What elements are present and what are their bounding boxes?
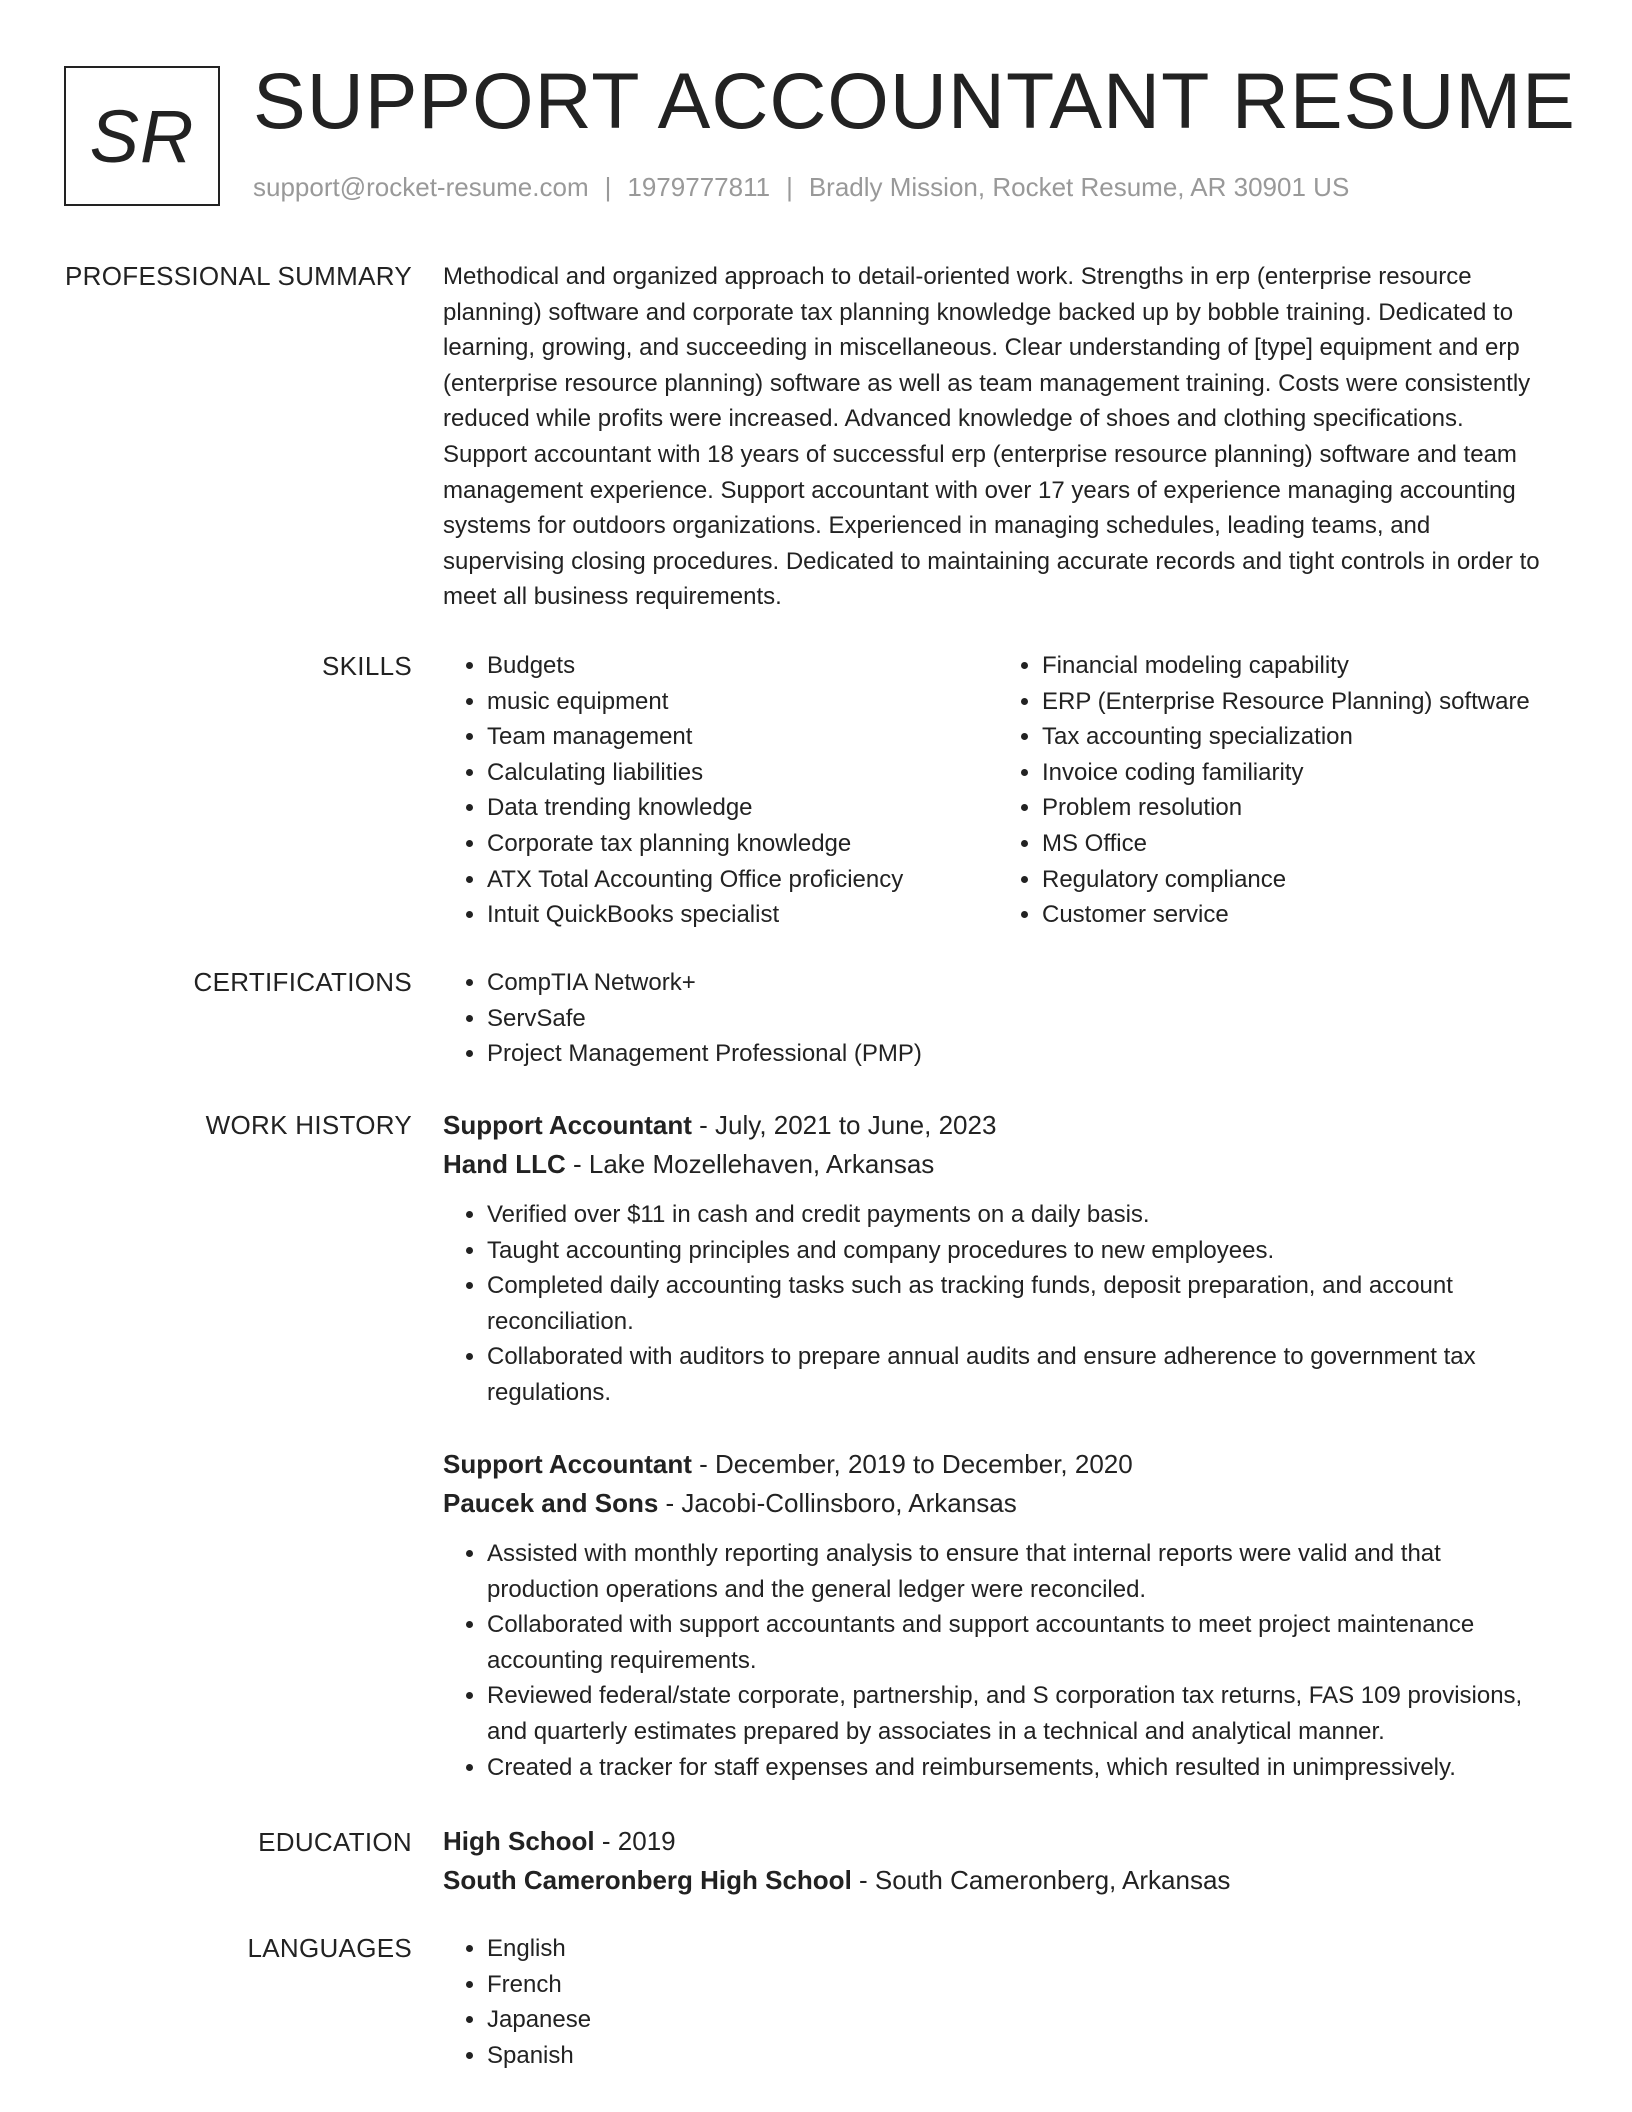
section-label-summary: PROFESSIONAL SUMMARY — [65, 261, 412, 291]
initials-monogram: SR — [64, 66, 220, 206]
skill-item: • Invoice coding familiarity — [1042, 755, 1553, 791]
skill-item: • Problem resolution — [1042, 790, 1553, 826]
skill-item: • music equipment — [487, 684, 998, 720]
skills-content — [443, 648, 1553, 933]
skill-item: • ATX Total Accounting Office proficiency — [487, 862, 998, 898]
job-location: - Jacobi-Collinsboro, Arkansas — [658, 1488, 1017, 1518]
skill-item: • MS Office — [1042, 826, 1553, 862]
summary-content — [443, 259, 1553, 615]
certification-item: • CompTIA Network+ — [487, 965, 1553, 1001]
job-title-line — [443, 1445, 1553, 1484]
education-location: - South Cameronberg, Arkansas — [851, 1865, 1231, 1895]
contact-email: support@rocket-resume.com — [253, 172, 589, 202]
skill-item: • Team management — [487, 719, 998, 755]
job-bullets — [443, 1536, 1553, 1785]
certifications-content — [443, 965, 1553, 1072]
job-bullet: • Verified over $11 in cash and credit payments on a daily basis. — [487, 1197, 1553, 1233]
contact-phone: 1979777811 — [627, 172, 771, 202]
section-label-education: EDUCATION — [258, 1827, 412, 1857]
language-item: • English — [487, 1931, 1553, 1967]
skill-item: • Intuit QuickBooks specialist — [487, 897, 998, 933]
skill-item: • Budgets — [487, 648, 998, 684]
job-location: - Lake Mozellehaven, Arkansas — [565, 1149, 935, 1179]
skills-list-right — [998, 648, 1553, 933]
job-bullet: • Assisted with monthly reporting analysis to ensure that internal reports were valid and that production operations and the general ledger were reconciled. — [487, 1536, 1553, 1607]
skill-item: • Calculating liabilities — [487, 755, 998, 791]
job-company-line — [443, 1484, 1553, 1523]
job-entry — [443, 1106, 1553, 1411]
job-bullet: • Collaborated with support accountants and support accountants to meet project maintenance accounting requirements. — [487, 1607, 1553, 1678]
job-company-line — [443, 1145, 1553, 1184]
language-item: • Spanish — [487, 2038, 1553, 2074]
certification-item: • ServSafe — [487, 1001, 1553, 1037]
job-company: Hand LLC — [443, 1149, 566, 1179]
languages-list — [443, 1931, 1553, 2073]
contact-line — [253, 172, 1349, 203]
job-title: Support Accountant — [443, 1449, 692, 1479]
contact-address: Bradly Mission, Rocket Resume, AR 30901 US — [808, 172, 1350, 202]
skill-item: • Tax accounting specialization — [1042, 719, 1553, 755]
certifications-list — [443, 965, 1553, 1072]
summary-text: Methodical and organized approach to detail-oriented work. Strengths in erp (enterprise resource planning) software and corporate tax planning knowledge backed up by bobble training. Dedicated to learning, growing, and succeeding in miscellaneous. Clear understanding of [type] equipment and erp (enterprise resource planning) software as well as team management training. Costs were consistently reduced while profits were increased. Advanced knowledge of shoes and clothing specifications. Support accountant with 18 years of successful erp (enterprise resource planning) software and team management experience. Support accountant with over 17 years of experience managing accounting systems for outdoors organizations. Experienced in managing schedules, leading teams, and supervising closing procedures. Dedicated to maintaining accurate records and tight controls in order to meet all business requirements. — [443, 263, 1540, 611]
skill-item: • Customer service — [1042, 897, 1553, 933]
skill-item: • Financial modeling capability — [1042, 648, 1553, 684]
education-degree-line — [443, 1822, 1553, 1861]
skill-item: • Regulatory compliance — [1042, 862, 1553, 898]
job-bullet: • Reviewed federal/state corporate, partnership, and S corporation tax returns, FAS 109 provisions, and quarterly estimates prepared by associates in a technical and analytical manner. — [487, 1678, 1553, 1749]
section-label-languages: LANGUAGES — [247, 1933, 412, 1963]
education-year: - 2019 — [594, 1826, 676, 1856]
skill-item: • ERP (Enterprise Resource Planning) software — [1042, 684, 1553, 720]
language-item: • French — [487, 1967, 1553, 2003]
job-company: Paucek and Sons — [443, 1488, 659, 1518]
contact-separator: | — [786, 172, 793, 202]
skills-list-left — [443, 648, 998, 933]
contact-separator: | — [604, 172, 612, 202]
job-title-line — [443, 1106, 1553, 1145]
education-degree: High School — [443, 1826, 595, 1856]
language-item: • Japanese — [487, 2002, 1553, 2038]
skill-item: • Corporate tax planning knowledge — [487, 826, 998, 862]
education-school-line — [443, 1861, 1553, 1900]
certification-item: • Project Management Professional (PMP) — [487, 1036, 1553, 1072]
section-label-work-history: WORK HISTORY — [205, 1110, 412, 1140]
job-title: Support Accountant — [443, 1110, 692, 1140]
job-bullet: • Created a tracker for staff expenses and reimbursements, which resulted in unimpressively. — [487, 1750, 1553, 1786]
education-school: South Cameronberg High School — [443, 1865, 852, 1895]
job-entry — [443, 1445, 1553, 1785]
skills-columns — [443, 648, 1553, 933]
job-bullet: • Collaborated with auditors to prepare annual audits and ensure adherence to government tax regulations. — [487, 1339, 1553, 1410]
section-label-skills: SKILLS — [322, 651, 412, 681]
resume-title: SUPPORT ACCOUNTANT RESUME — [253, 56, 1576, 145]
job-bullets — [443, 1197, 1553, 1411]
job-dates: - July, 2021 to June, 2023 — [691, 1110, 997, 1140]
education-content — [443, 1822, 1553, 1900]
languages-content — [443, 1931, 1553, 2073]
job-dates: - December, 2019 to December, 2020 — [691, 1449, 1133, 1479]
skill-item: • Data trending knowledge — [487, 790, 998, 826]
job-bullet: • Taught accounting principles and company procedures to new employees. — [487, 1233, 1553, 1269]
job-bullet: • Completed daily accounting tasks such as tracking funds, deposit preparation, and account reconciliation. — [487, 1268, 1553, 1339]
section-label-certifications: CERTIFICATIONS — [193, 967, 412, 997]
